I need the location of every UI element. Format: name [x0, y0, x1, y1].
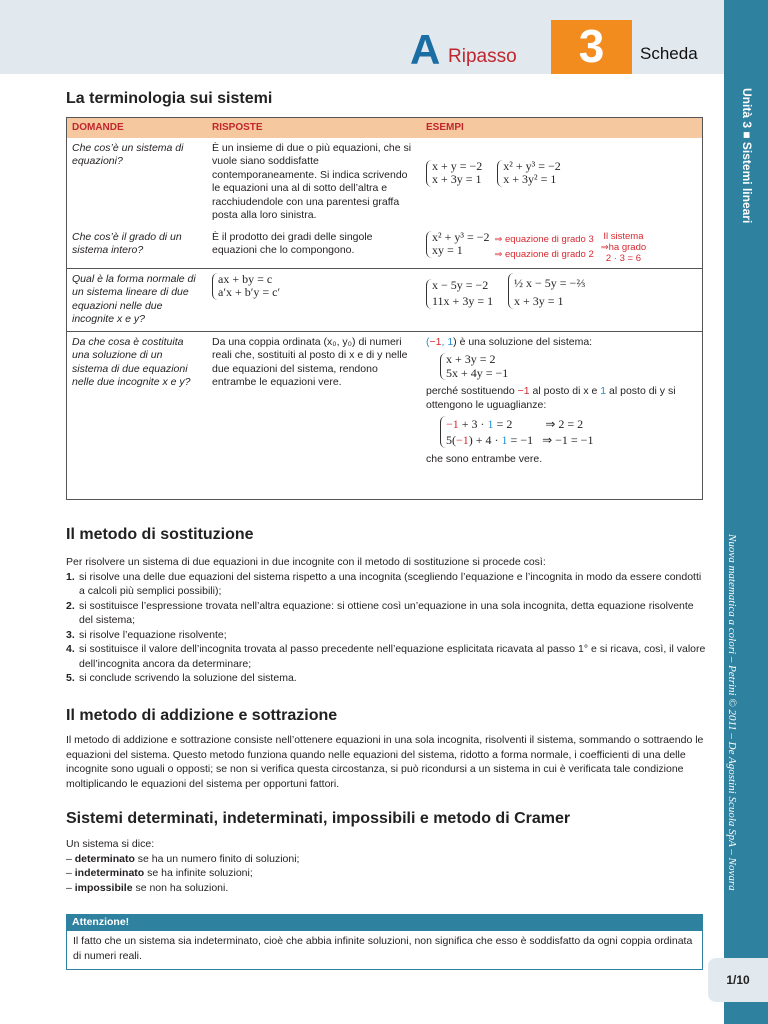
- addizione-title: Il metodo di addizione e sottrazione: [66, 707, 338, 724]
- question-cell: Da che cosa è costituita una soluzione di un sistema di due equazioni nelle due incognite x e y?: [66, 331, 206, 470]
- check-system: −1 + 3 · 1 = 2 ⇒ 2 = 2 5(−1) + 4 · 1 = −1 ⇒ −1 = −1: [440, 416, 593, 448]
- list-item: – impossibile se non ha soluzioni.: [66, 881, 229, 894]
- list-item: 3. si risolve l’equazione risolvente;: [66, 628, 227, 641]
- sostituzione-intro: Per risolvere un sistema di due equazioni in due incognite con il metodo di sostituzione si procede così:: [66, 556, 546, 568]
- system-brace: x − 5y = −2 11x + 3y = 1: [426, 279, 493, 309]
- substitution-sentence: perché sostituendo −1 al posto di x e 1 al posto di y si ottengono le uguaglianze:: [426, 385, 676, 411]
- list-item: – determinato se ha un numero finito di soluzioni;: [66, 852, 300, 865]
- answer-cell: È un insieme di due o più equazioni, che si vuole siano soddisfatte contemporaneamente. Si indica scrivendo le equazioni una al di sotto dell’altra e racchiudendole con una parentesi graffa posta alla loro sinistra.: [206, 138, 420, 227]
- sostituzione-title: Il metodo di sostituzione: [66, 526, 254, 543]
- grade-result-2: ⇒ha grado: [600, 241, 647, 253]
- answer-cell: Da una coppia ordinata (x₀, y₀) di numeri reali che, sostituiti al posto di x e di y nelle due equazioni del sistema, rendono entrambe le equazioni vere.: [206, 331, 420, 470]
- system-brace: x² + y³ = −2 x + 3y² = 1: [497, 160, 561, 187]
- list-item: 4. si sostituisce il valore dell’incognita trovata al passo precedente nell’equazione esplicitata ricavata al passo 1° e si ricava, così, il valore dell’incognita ancora da determinare;: [66, 643, 706, 670]
- section-label: Ripasso: [448, 46, 517, 67]
- example-cell: [420, 227, 703, 269]
- solution-sentence: (−1, 1) è una soluzione del sistema:: [426, 335, 593, 348]
- col-header-answers: RISPOSTE: [206, 118, 420, 138]
- addizione-body: Il metodo di addizione e sottrazione consiste nell’ottenere equazioni in una sola incognita, risolventi il sistema, sommando o sottraendo le equazioni del sistema. Questo metodo funziona quando nelle equazioni del sistema, ridotto a forma normale, i coefficienti di una delle incognite sono uguali o opposti; se non si verifica questa circostanza, si può ricondursi a un sistema in cui è verificata tale condizione moltiplicando le equazioni del sistema per opportuni fattori.: [66, 734, 704, 790]
- table-row: [66, 268, 703, 331]
- closing-sentence: che sono entrambe vere.: [426, 452, 543, 465]
- cramer-title: Sistemi determinati, indeterminati, impossibili e metodo di Cramer: [66, 810, 571, 827]
- terminology-title: La terminologia sui sistemi: [66, 90, 273, 107]
- col-header-questions: DOMANDE: [66, 118, 206, 138]
- grade-result-1: Il sistema: [603, 230, 644, 242]
- system-brace: ½ x − 5y = −⅔ x + 3y = 1: [508, 273, 585, 309]
- example-cell: [420, 268, 703, 331]
- table-row: [66, 138, 703, 227]
- attention-body: Il fatto che un sistema sia indeterminato, cioè che abbia infinite soluzioni, non significa che esso è soddisfatto da ogni coppia ordinata di numeri reali.: [66, 930, 703, 970]
- question-cell: Qual è la forma normale di un sistema lineare di due equazioni nelle due incognite x e y?: [66, 268, 206, 331]
- sostituzione-steps: [66, 570, 706, 686]
- list-item: 1. si risolve una delle due equazioni del sistema rispetto a una incognita (scegliendo l’equazione e l’incognita in modo da essere condotti a calcoli più semplici possibili);: [66, 570, 702, 597]
- section-letter: A: [410, 26, 441, 73]
- list-item: 2. si sostituisce l’espressione trovata nell’altra equazione: si ottiene così un’equazione in una sola incognita, detta equazione risolvente del sistema;: [66, 599, 694, 626]
- scheda-label: Scheda: [640, 44, 698, 63]
- grade-note-2: ⇒ equazione di grado 2: [494, 248, 594, 260]
- col-header-examples: ESEMPI: [420, 118, 703, 138]
- question-cell: Che cos’è il grado di un sistema intero?: [66, 227, 206, 269]
- cramer-body: [66, 837, 706, 895]
- chapter-number: 3: [578, 20, 605, 72]
- system-brace: x + 3y = 2 5x + 4y = −1: [440, 353, 508, 380]
- system-brace: x² + y³ = −2 xy = 1: [426, 231, 490, 258]
- grade-result-3: 2 · 3 = 6: [605, 252, 641, 264]
- cramer-intro: Un sistema si dice:: [66, 838, 155, 850]
- grade-note-1: ⇒ equazione di grado 3: [494, 233, 594, 245]
- example-cell: [420, 331, 703, 470]
- list-item: 5. si conclude scrivendo la soluzione del sistema.: [66, 672, 297, 684]
- table-row: [66, 331, 703, 470]
- answer-cell: È il prodotto dei gradi delle singole equazioni che lo compongono.: [206, 227, 420, 269]
- attention-title: Attenzione!: [66, 914, 703, 930]
- table-row: [66, 227, 703, 269]
- question-cell: Che cos’è un sistema di equazioni?: [66, 138, 206, 227]
- system-brace: ax + by = c a′x + b′y = c′: [212, 273, 280, 300]
- terminology-table: [66, 117, 703, 470]
- system-brace: x + y = −2 x + 3y = 1: [426, 160, 482, 187]
- example-cell: [420, 138, 703, 227]
- page-number: 1/10: [708, 958, 768, 1002]
- sostituzione-body: [66, 555, 706, 686]
- answer-cell: [206, 268, 420, 331]
- unit-label: Unità 3 ■ Sistemi lineari: [740, 88, 754, 224]
- list-item: – indeterminato se ha infinite soluzioni;: [66, 867, 253, 879]
